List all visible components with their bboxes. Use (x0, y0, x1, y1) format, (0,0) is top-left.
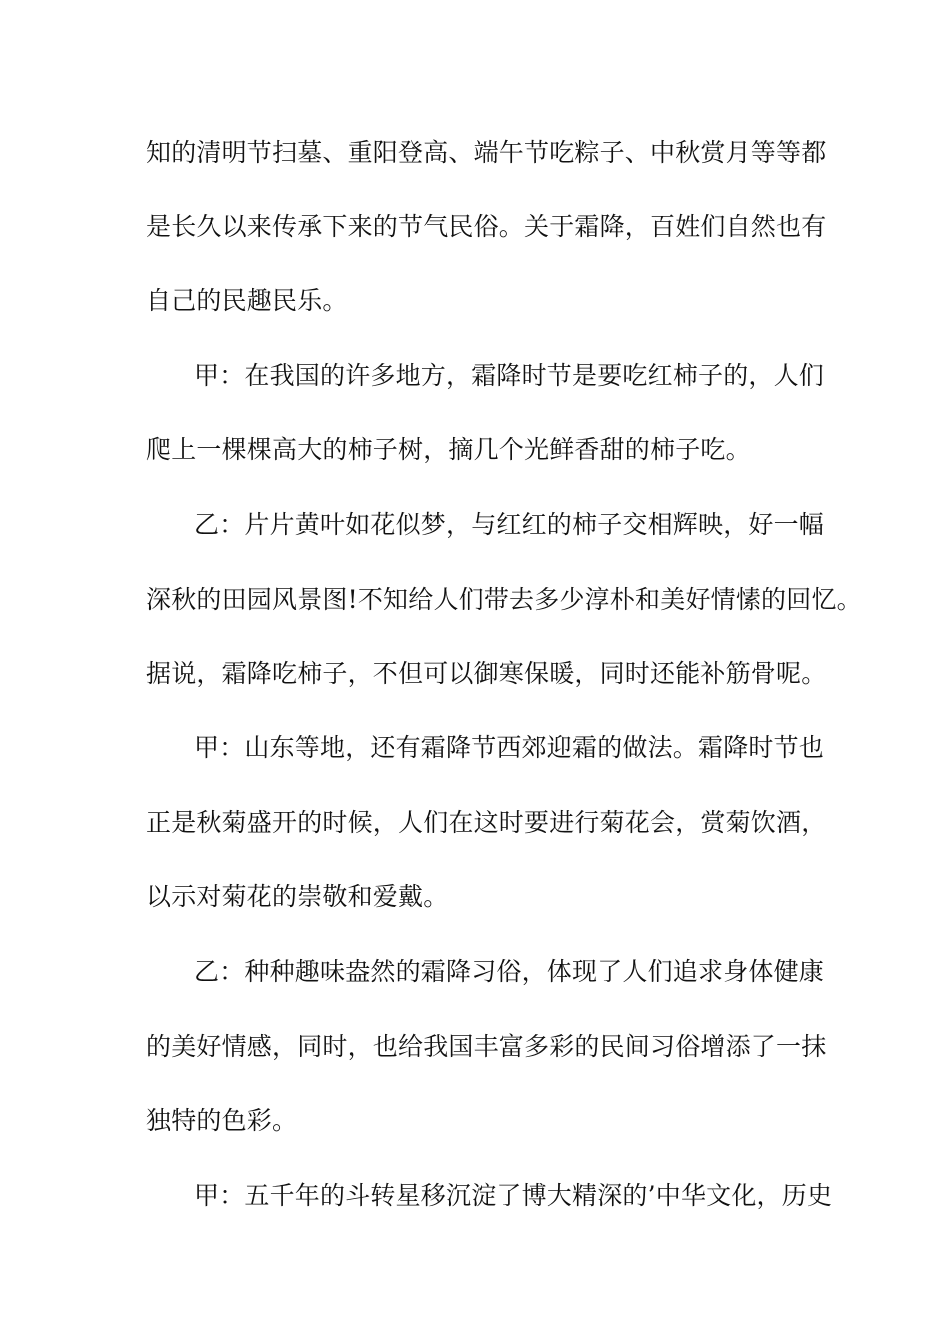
text-line: 据说，霜降吃柿子，不但可以御寒保暖，同时还能补筋骨呢。 (146, 659, 827, 688)
text-line: 知的清明节扫墓、重阳登高、端午节吃粽子、中秋赏月等等都 (146, 138, 827, 167)
text-line: 自己的民趣民乐。 (146, 286, 348, 315)
text-line: 深秋的田园风景图!不知给人们带去多少淳朴和美好情愫的回忆。 (146, 585, 862, 614)
text-line: 乙：种种趣味盎然的霜降习俗，体现了人们追求身体健康 (194, 957, 825, 986)
text-line: 的美好情感，同时，也给我国丰富多彩的民间习俗增添了一抹 (146, 1032, 827, 1061)
text-line: 甲：在我国的许多地方，霜降时节是要吃红柿子的，人们 (194, 361, 825, 390)
text-line: 正是秋菊盛开的时候，人们在这时要进行菊花会，赏菊饮酒， (146, 808, 827, 837)
text-line: 以示对菊花的崇敬和爱戴。 (146, 882, 449, 911)
text-line: 甲：山东等地，还有霜降节西郊迎霜的做法。霜降时节也 (194, 733, 825, 762)
text-line: 乙：片片黄叶如花似梦，与红红的柿子交相辉映，好一幅 (194, 510, 825, 539)
text-line: 独特的色彩。 (146, 1106, 298, 1135)
text-line: 甲：五千年的斗转星移沉淀了博大精深的’中华文化，历史 (194, 1181, 833, 1210)
text-line: 爬上一棵棵高大的柿子树，摘几个光鲜香甜的柿子吃。 (146, 435, 751, 464)
text-line: 是长久以来传承下来的节气民俗。关于霜降，百姓们自然也有 (146, 212, 827, 241)
